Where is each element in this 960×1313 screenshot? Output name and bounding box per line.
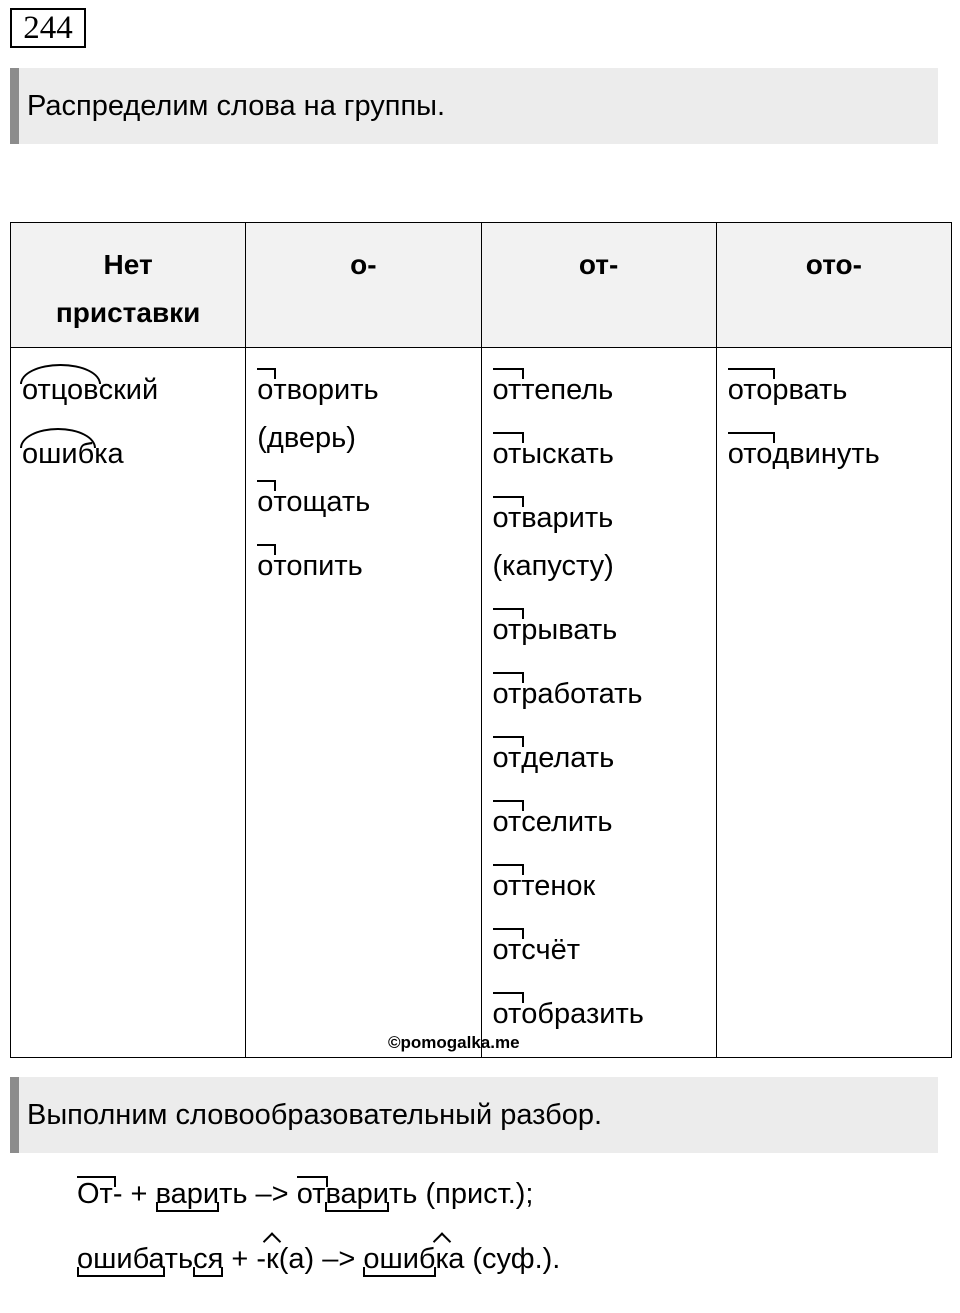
prefix-mark: от [493, 494, 522, 542]
word-part: тощать [273, 486, 371, 518]
prefix-mark: от [493, 862, 522, 910]
word-part: ть (прист.); [389, 1178, 534, 1210]
word-part: ыскать [521, 438, 614, 470]
word-part: рвать [772, 374, 848, 406]
word-item [257, 366, 470, 462]
word-part: образить [521, 998, 644, 1030]
prefix-mark: от [493, 990, 522, 1038]
word-part: ть [164, 1243, 194, 1275]
prefix-mark: от [493, 606, 522, 654]
table-body-row [11, 348, 952, 1058]
word-groups-table [10, 222, 952, 1058]
word-part: (а) –> [278, 1243, 364, 1275]
word-item [493, 670, 706, 718]
column-prefix-oto [716, 348, 951, 1058]
prefix-mark: от [297, 1174, 326, 1214]
header-prefix-o: о- [246, 223, 481, 348]
word-part: тепель [521, 374, 614, 406]
stem-mark: ошиба [77, 1239, 165, 1279]
prefix-mark: от [493, 670, 522, 718]
prefix-mark: от [493, 926, 522, 974]
stem-mark: вари [156, 1174, 220, 1214]
word-item [22, 430, 235, 478]
instruction-text: Распределим слова на группы. [27, 90, 446, 122]
instruction-text: Выполним словообразовательный разбор. [27, 1099, 603, 1131]
word-part: селить [521, 806, 613, 838]
stem-mark: ошиб [363, 1239, 435, 1279]
word-part: варить (капусту) [492, 502, 614, 582]
header-prefix-oto: ото- [716, 223, 951, 348]
prefix-mark: от [493, 734, 522, 782]
derivation-line [77, 1239, 560, 1279]
instruction-banner [10, 68, 938, 144]
column-no-prefix [11, 348, 246, 1058]
prefix-mark: от [493, 430, 522, 478]
prefix-mark: о [257, 542, 273, 590]
word-item [257, 542, 470, 590]
column-prefix-ot [481, 348, 716, 1058]
word-part: работать [521, 678, 643, 710]
root-mark: ошиб [22, 430, 94, 478]
prefix-mark: ото [728, 430, 773, 478]
word-item [493, 798, 706, 846]
word-item [493, 990, 706, 1038]
prefix-mark: от [493, 798, 522, 846]
word-item [22, 366, 235, 414]
prefix-mark: ото [728, 366, 773, 414]
task-number: 244 [10, 8, 86, 48]
analysis-banner [10, 1077, 938, 1153]
suffix-mark: к [266, 1239, 279, 1279]
word-part: + - [223, 1243, 267, 1275]
word-item [493, 734, 706, 782]
prefix-mark: о [257, 366, 273, 414]
word-item [493, 430, 706, 478]
word-part: счёт [521, 934, 580, 966]
word-part: делать [521, 742, 615, 774]
column-prefix-o [246, 348, 481, 1058]
header-prefix-ot: от- [481, 223, 716, 348]
word-item [493, 926, 706, 974]
stem-mark: ся [193, 1239, 223, 1279]
word-part: рывать [521, 614, 618, 646]
word-part: тенок [521, 870, 596, 902]
word-part: - + [112, 1178, 156, 1210]
derivation-line [77, 1174, 534, 1214]
word-item [493, 366, 706, 414]
header-no-prefix: Нет приставки [11, 223, 246, 348]
word-item [728, 366, 941, 414]
prefix-mark: От [77, 1174, 113, 1214]
suffix-mark: к [436, 1239, 449, 1279]
table-header-row [11, 223, 952, 348]
word-item [493, 494, 706, 590]
word-part: а (суф.). [448, 1243, 561, 1275]
word-item [257, 478, 470, 526]
word-part: двинуть [772, 438, 880, 470]
word-part: ть –> [219, 1178, 297, 1210]
word-part: ка [94, 438, 124, 470]
word-item [493, 862, 706, 910]
word-item [493, 606, 706, 654]
word-part: ский [98, 374, 159, 406]
word-part: топить [273, 550, 363, 582]
word-item [728, 430, 941, 478]
prefix-mark: о [257, 478, 273, 526]
stem-mark: вари [325, 1174, 389, 1214]
root-mark: отцов [22, 366, 99, 414]
word-part: творить (дверь) [257, 374, 379, 454]
prefix-mark: от [493, 366, 522, 414]
watermark: ©pomogalka.me [388, 1033, 520, 1052]
